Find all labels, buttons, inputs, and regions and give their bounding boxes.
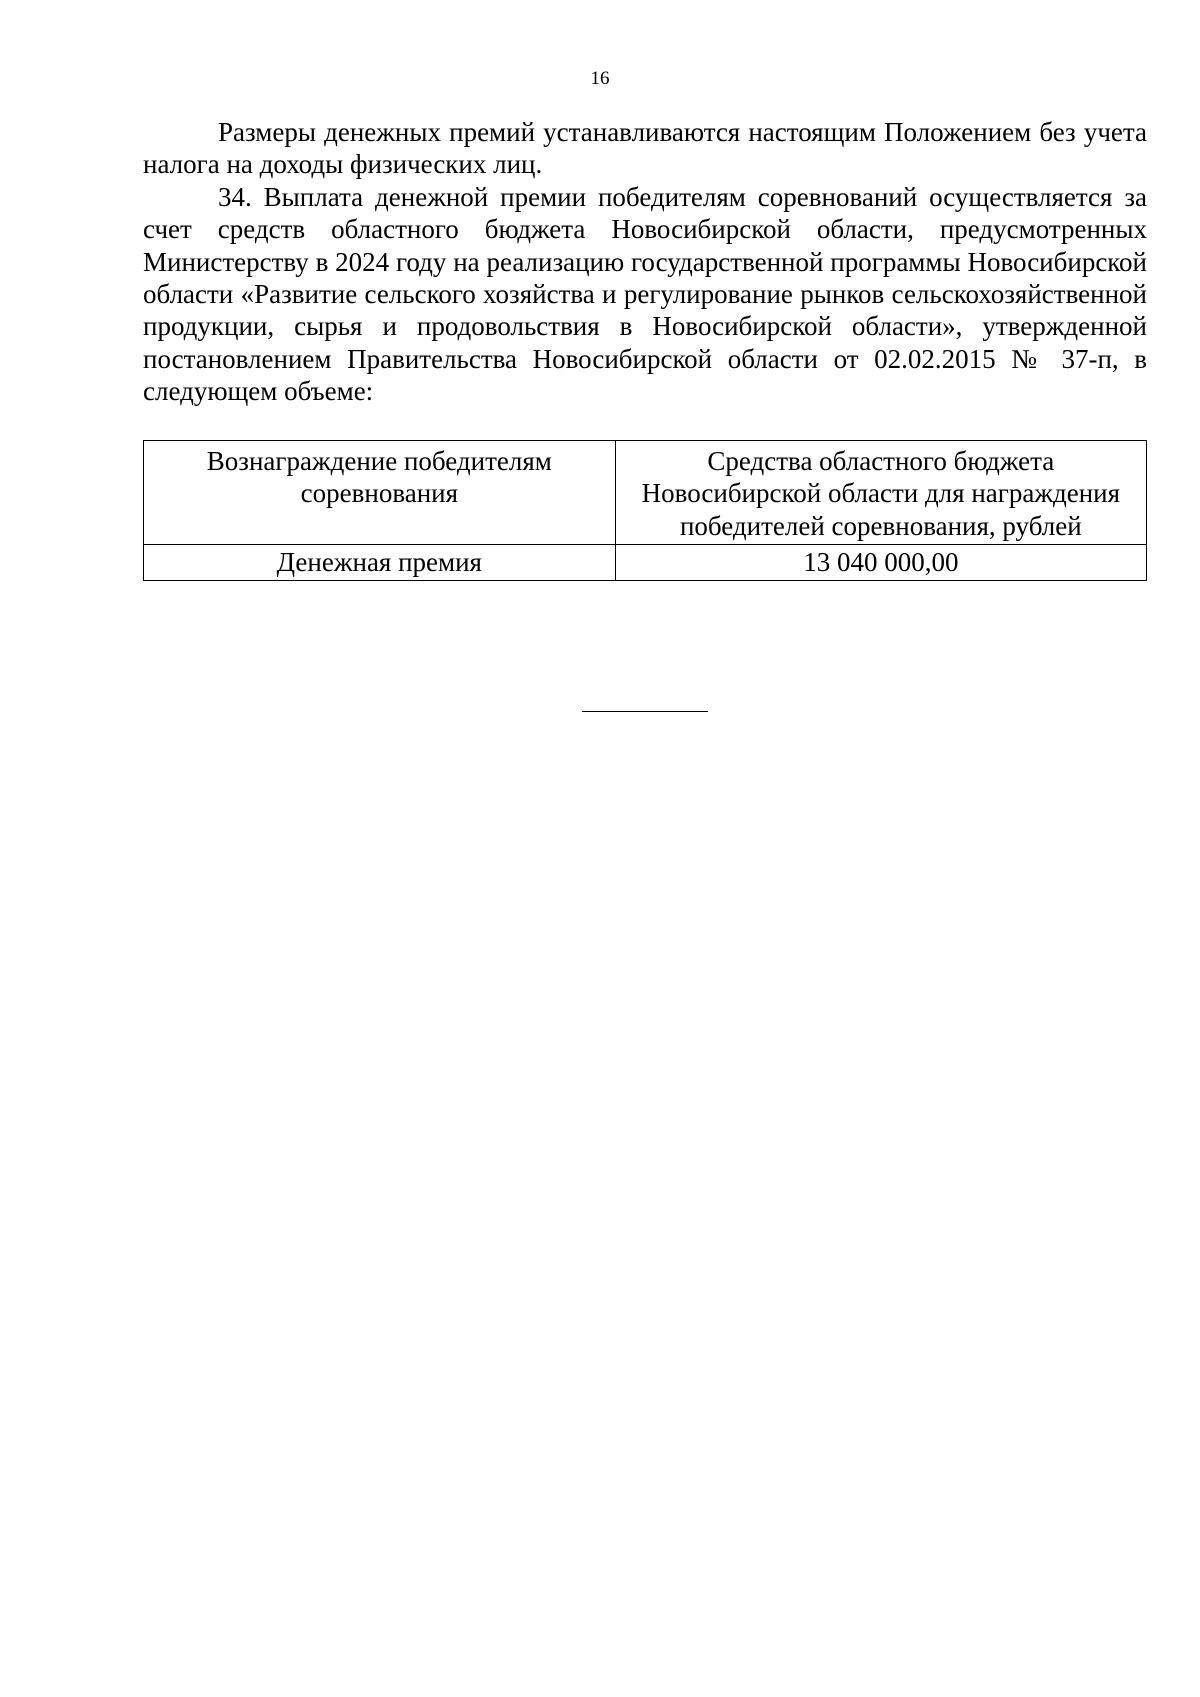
page-number: 16	[590, 68, 610, 89]
paragraph-34-payment: 34. Выплата денежной премии победителям соревнований осуществляется за счет средств областного бюджета Новосибирской области, предусмотренных Министерству в 2024 году на реализацию государственной программы Новосибирской области «Развитие сельского хозяйства и регулирование рынков сельскохозяйственной продукции, сырья и продовольствия в Новосибирской области», утвержденной постановлением Правительства Новосибирской области от 02.02.2015 № 37-п, в следующем объеме:	[143, 181, 1147, 407]
paragraph-prize-amounts: Размеры денежных премий устанавливаются настоящим Положением без учета налога на доходы физических лиц.	[143, 117, 1147, 180]
cell-amount: 13 040 000,00	[615, 545, 1146, 580]
cell-reward-type: Денежная премия	[144, 545, 616, 580]
header-budget-funds: Средства областного бюджета Новосибирской области для награждения победителей соревнования, рублей	[615, 441, 1146, 545]
header-reward: Вознаграждение победителям соревнования	[144, 441, 616, 545]
end-of-document-rule	[582, 711, 708, 712]
table-row	[144, 545, 1147, 580]
budget-table	[143, 440, 1147, 581]
body-text	[143, 116, 1147, 408]
table-header-row	[144, 441, 1147, 545]
